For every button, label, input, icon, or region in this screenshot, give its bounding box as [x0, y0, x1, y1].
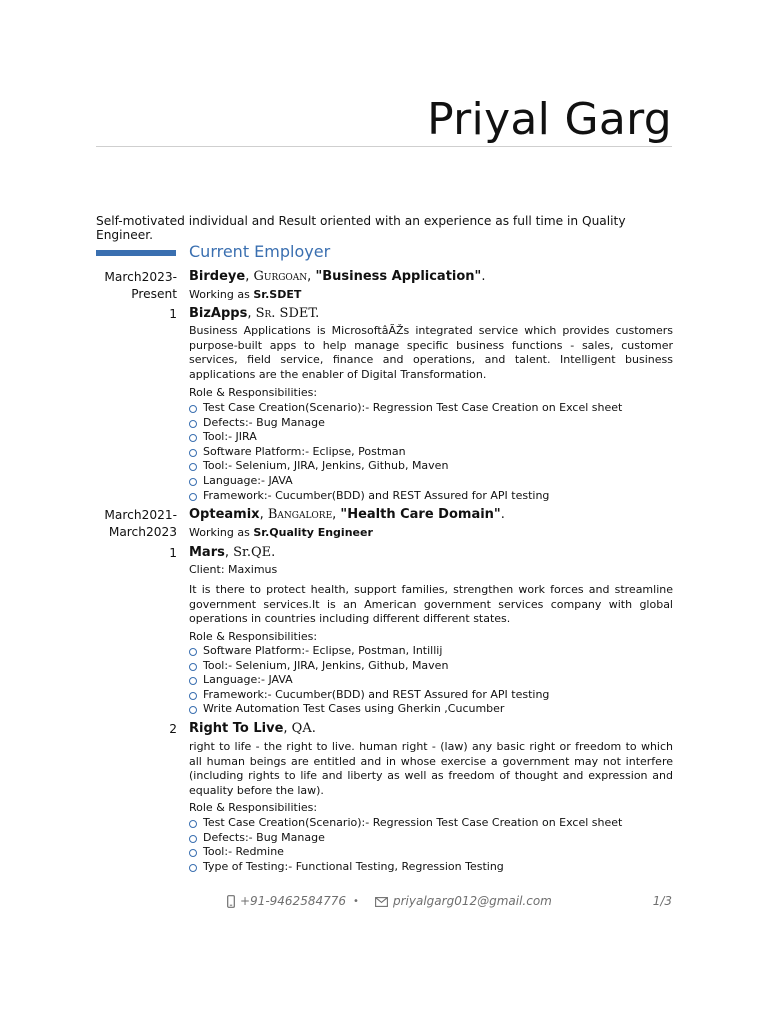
list-item: Software Platform:- Eclipse, Postman	[189, 445, 673, 460]
employer-2-position: Sr.Quality Engineer	[253, 526, 373, 539]
list-item: Framework:- Cucumber(BDD) and REST Assured for API testing	[189, 688, 673, 703]
employer-1-domain: "Business Application"	[315, 269, 482, 284]
list-item: Language:- JAVA	[189, 673, 673, 688]
list-item: Tool:- Selenium, JIRA, Jenkins, Github, Maven	[189, 659, 673, 674]
footer-phone[interactable]: +91-9462584776	[240, 894, 347, 908]
footer-separator: •	[353, 896, 359, 907]
bullet-circle-icon	[189, 820, 197, 828]
project-2-1-number: 1	[169, 546, 177, 560]
bullet-circle-icon	[189, 692, 197, 700]
list-item: Tool:- Redmine	[189, 845, 673, 860]
header-divider	[96, 146, 672, 147]
bullet-circle-icon	[189, 706, 197, 714]
person-name: Priyal Garg	[427, 94, 672, 145]
project-1-1-bullets	[189, 401, 673, 503]
bullet-circle-icon	[189, 449, 197, 457]
envelope-icon	[375, 897, 388, 907]
bullet-circle-icon	[189, 405, 197, 413]
project-2-2-resp-label: Role & Responsibilities:	[189, 801, 318, 814]
bullet-circle-icon	[189, 420, 197, 428]
footer-page-number: 1/3	[652, 894, 672, 908]
mobile-phone-icon	[227, 895, 235, 908]
list-item: Write Automation Test Cases using Gherkin ,Cucumber	[189, 702, 673, 717]
employer-1-position-line	[189, 288, 673, 301]
project-1-1-resp-label: Role & Responsibilities:	[189, 386, 318, 399]
employer-2-dates-start: March2021-	[104, 508, 177, 522]
project-2-2-description: right to life - the right to live. human right - (law) any basic right or freedom to which all human beings are entitled and in whose exercise a government may not interfere (including rights to life and liberty as well as freedom of thought and expression and equality before the law).	[189, 740, 673, 797]
project-2-1-name: Mars	[189, 545, 225, 560]
employer-1-dates-end: Present	[131, 287, 177, 301]
project-2-2-heading: Right To Live, QA.	[189, 721, 316, 736]
employer-2-working-prefix: Working as	[189, 526, 250, 539]
project-2-1-role: Sr.QE.	[233, 545, 276, 560]
list-item: Test Case Creation(Scenario):- Regression Test Case Creation on Excel sheet	[189, 816, 673, 831]
employer-1-company: Birdeye	[189, 269, 246, 284]
employer-1-location: Gurgoan	[253, 269, 308, 284]
project-2-2-bullets	[189, 816, 673, 874]
project-1-1-heading: BizApps, Sr. SDET.	[189, 306, 320, 321]
summary-text: Self-motivated individual and Result oriented with an experience as full time in Quality Engineer.	[96, 214, 626, 242]
project-2-1-client: Client: Maximus	[189, 563, 278, 576]
section-title-current-employer: Current Employer	[189, 242, 331, 261]
bullet-circle-icon	[189, 463, 197, 471]
employer-2-dates-end: March2023	[108, 525, 177, 539]
bullet-circle-icon	[189, 648, 197, 656]
bullet-circle-icon	[189, 493, 197, 501]
bullet-circle-icon	[189, 663, 197, 671]
list-item: Framework:- Cucumber(BDD) and REST Assured for API testing	[189, 489, 673, 504]
footer-email[interactable]: priyalgarg012@gmail.com	[393, 894, 552, 908]
employer-2-domain: "Health Care Domain"	[340, 507, 501, 522]
employer-2-location: Bangalore	[267, 507, 333, 522]
project-2-1-heading: Mars, Sr.QE.	[189, 545, 276, 560]
employer-2-heading: Opteamix, Bangalore, "Health Care Domain".	[189, 507, 505, 522]
employer-2-company: Opteamix	[189, 507, 260, 522]
project-2-2-role: QA.	[291, 721, 316, 736]
project-1-1-number: 1	[169, 307, 177, 321]
bullet-circle-icon	[189, 478, 197, 486]
project-1-1-name: BizApps	[189, 306, 248, 321]
list-item: Software Platform:- Eclipse, Postman, Intillij	[189, 644, 673, 659]
employer-1-heading: Birdeye, Gurgoan, "Business Application".	[189, 269, 486, 284]
project-2-2-name: Right To Live	[189, 721, 284, 736]
bullet-circle-icon	[189, 835, 197, 843]
employer-2-position-line	[189, 526, 673, 539]
project-2-1-bullets	[189, 644, 673, 717]
bullet-circle-icon	[189, 864, 197, 872]
bullet-circle-icon	[189, 849, 197, 857]
list-item: Defects:- Bug Manage	[189, 416, 673, 431]
project-2-1-resp-label: Role & Responsibilities:	[189, 630, 318, 643]
project-2-2-number: 2	[169, 722, 177, 736]
list-item: Defects:- Bug Manage	[189, 831, 673, 846]
bullet-circle-icon	[189, 677, 197, 685]
list-item: Test Case Creation(Scenario):- Regression Test Case Creation on Excel sheet	[189, 401, 673, 416]
bullet-circle-icon	[189, 434, 197, 442]
list-item: Language:- JAVA	[189, 474, 673, 489]
list-item: Tool:- Selenium, JIRA, Jenkins, Github, Maven	[189, 459, 673, 474]
project-2-1-description: It is there to protect health, support families, strengthen work forces and streamline government services.It is an American government services company with global operations in countries including different different states.	[189, 583, 673, 626]
employer-1-position: Sr.SDET	[253, 288, 302, 301]
section-accent-bar	[96, 250, 176, 256]
employer-1-working-prefix: Working as	[189, 288, 250, 301]
list-item: Type of Testing:- Functional Testing, Regression Testing	[189, 860, 673, 875]
employer-1-dates-start: March2023-	[104, 270, 177, 284]
list-item: Tool:- JIRA	[189, 430, 673, 445]
project-1-1-role: Sr. SDET.	[255, 306, 320, 321]
project-1-1-description: Business Applications is MicrosoftâÃŽs integrated service which provides customers purpose-built apps to help manage specific business functions - sales, customer services, field service, finance and operations, and talent. Intelligent business applications are the enabler of Digital Transformation.	[189, 324, 673, 381]
